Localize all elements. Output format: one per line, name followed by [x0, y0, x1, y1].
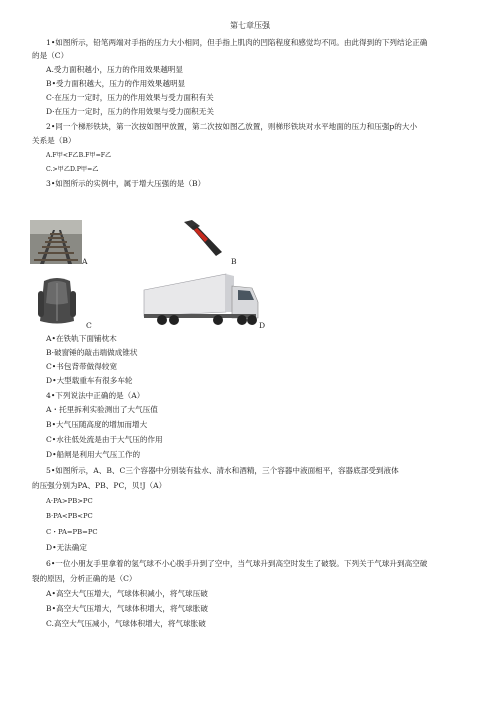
q3-option-a: A•在铁轨下面铺枕木: [46, 334, 117, 343]
q1-option-b: B•受力面积越大，压力的作用效果越明显: [46, 79, 186, 88]
q4-option-a: A・托里拆利实验测出了大气压值: [46, 405, 158, 414]
q1-option-d: D·在压力一定时，压力的作用效果与受力面积无关: [46, 107, 214, 116]
q6-option-c: C.高空大气压减小，气球体积增大，将气球胀破: [46, 619, 206, 628]
q5-option-a: A·PA>PB>PC: [46, 497, 93, 505]
q5-line-1: 5•如图所示，A、B、C三个容器中分别装有盐水、清水和酒精，三个容器中液面相平，容器底部受到液体: [46, 466, 399, 475]
q2-option-ab: A.F甲<F乙B.F甲=F乙: [46, 152, 112, 159]
q1-line-2: 的是（C）: [32, 51, 69, 60]
q5-option-b: B·PA<PB<PC: [46, 512, 93, 520]
q3-line-1: 3•如图所示的实例中，属于增大压强的是（B）: [46, 179, 206, 188]
image-label-a: A: [82, 257, 88, 266]
truck-image: [142, 268, 260, 328]
q3-option-b: B·破窗锤的敲击端做成锥状: [46, 348, 138, 357]
q5-option-d: D•无法确定: [46, 543, 87, 552]
image-label-d: D: [259, 321, 266, 330]
q5-option-c: C・PA=PB=PC: [46, 528, 98, 536]
q3-option-c: C•书包背带做得较宽: [46, 362, 118, 371]
image-label-b: B: [231, 257, 237, 266]
q3-option-d: D•大型载重车有很多车轮: [46, 376, 133, 385]
q1-line-1: 1•如图所示，铅笔两端对手指的压力大小相同，但手指上肌肉的凹陷程度和感觉均不同。由此得到的下列结论正确: [46, 38, 428, 47]
q6-line-1: 6•一位小朋友手里拿着的氢气球不小心脱手升到了空中，当气球升到高空时发生了破裂。下列关于气球升到高空破: [46, 559, 428, 568]
chapter-title: 第七章压强: [230, 21, 270, 30]
q4-option-c: C•水往低处流是由于大气压的作用: [46, 435, 163, 444]
railway-track-image: [30, 220, 82, 264]
image-label-c: C: [86, 321, 92, 330]
backpack-image: [30, 273, 84, 327]
q2-option-cd: C.>甲乙D.P甲=乙: [46, 166, 99, 173]
q2-line-1: 2•同一个梯形铁块，第一次按如图甲放置，第二次按如图乙放置，则梯形铁块对水平地面的压力和压强p的大小: [46, 122, 418, 131]
q2-line-2: 关系是（B）: [32, 136, 76, 145]
q1-option-a: A.受力面积越小，压力的作用效果越明显: [46, 65, 183, 74]
q5-line-2: 的压强分别为PA、PB、PC，贝!J（A）: [32, 481, 167, 490]
q6-option-b: B•高空大气压增大，气球体积增大，将气球胀破: [46, 604, 208, 613]
safety-hammer-image: [178, 218, 234, 258]
q1-option-c: C·在压力一定时，压力的作用效果与受力面积有关: [46, 93, 214, 102]
q4-line-1: 4•下列说法中正确的是（A）: [46, 391, 145, 400]
q4-option-d: D•船闸是利用大气压工作的: [46, 450, 141, 459]
q4-option-b: B•大气压随高度的增加而增大: [46, 420, 148, 429]
q6-line-2: 裂的原因，分析正确的是（C）: [32, 574, 137, 583]
q6-option-a: A•高空大气压增大，气球体积减小，将气球压破: [46, 589, 208, 598]
